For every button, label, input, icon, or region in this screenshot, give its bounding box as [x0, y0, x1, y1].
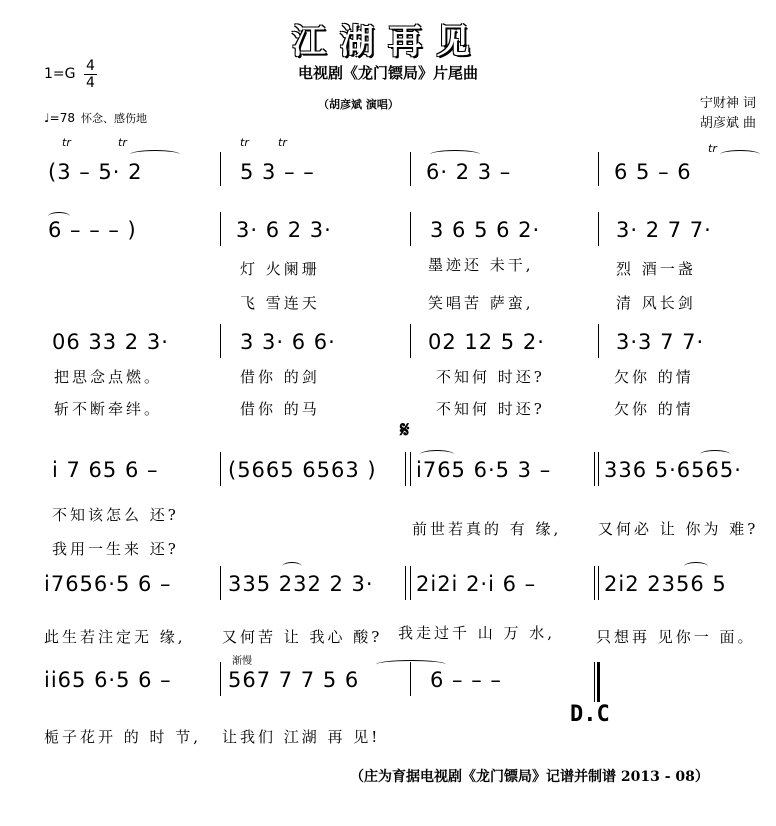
trill-mark: tr — [708, 142, 717, 155]
measure-notes: 6 – – – ) — [48, 218, 137, 242]
measure-notes: 3· 6 2 3· — [236, 218, 332, 242]
measure-notes: 2i2 2356 5 — [604, 572, 727, 596]
lyric-line-1: 又何必 让 你为 难? — [598, 520, 759, 538]
tempo-value: ♩=78 — [44, 111, 75, 125]
measure-notes: 3· 2 7 7· — [616, 218, 712, 242]
barline — [220, 324, 221, 358]
measure-notes: 5 3 – – — [240, 160, 315, 184]
lyric-line-1: 又何苦 让 我心 酸? — [222, 628, 383, 646]
measure-notes: 06 33 2 3· — [52, 330, 169, 354]
barline — [598, 212, 599, 246]
mood-text: 怀念、感伤地 — [80, 112, 147, 125]
lyric-line-2: 借你 的马 — [240, 400, 320, 418]
measure-notes: (5665 6563 ) — [228, 458, 377, 482]
tie-arc — [420, 450, 454, 459]
lyric-line-1: 不知该怎么 还? — [52, 506, 179, 524]
tie-arc — [700, 450, 730, 459]
measure-notes: 3 6 5 6 2· — [430, 218, 541, 242]
lyric-line-1: 此生若注定无 缘, — [44, 628, 186, 646]
measure-notes: 3·3 7 7· — [616, 330, 705, 354]
time-denominator: 4 — [86, 75, 95, 91]
measure-notes: 335 232 2 3· — [228, 572, 374, 596]
measure-notes: 6· 2 3 – — [426, 160, 512, 184]
measure-notes: (3 – 5· 2 — [48, 160, 143, 184]
barline — [220, 662, 221, 696]
lyric-line-1: 借你 的剑 — [240, 368, 320, 386]
composer-credit: 胡彦斌 曲 — [699, 116, 756, 131]
barline — [220, 566, 221, 600]
tempo-marking — [44, 110, 147, 126]
trill-mark: tr — [118, 136, 127, 149]
measure-notes: 3 3· 6 6· — [240, 330, 336, 354]
measure-notes: 6 5 – 6 — [614, 160, 692, 184]
barline — [410, 212, 411, 246]
trill-mark: tr — [240, 136, 249, 149]
lyric-line-1: 让我们 江湖 再 见! — [222, 728, 381, 746]
measure-notes: 336 5·6565· — [604, 458, 742, 482]
song-title: 江湖再见 — [292, 22, 484, 62]
lyric-line-1: 我走过千 山 万 水, — [398, 624, 556, 642]
lyric-line-2: 清 风长剑 — [616, 294, 696, 312]
barline — [410, 452, 411, 486]
lyric-line-1: 烈 酒一盏 — [616, 260, 696, 278]
ritardando-mark: 渐慢 — [232, 656, 252, 667]
measure-notes: i765 6·5 3 – — [416, 458, 552, 482]
barline — [405, 566, 406, 600]
barline-final — [597, 662, 600, 702]
barline — [410, 566, 411, 600]
segno-sign: 𝄋 — [400, 418, 410, 443]
tie-arc — [376, 660, 446, 669]
lyric-line-1: 栀子花开 的 时 节, — [44, 728, 202, 746]
lyric-line-1: 墨迹还 未干, — [428, 256, 534, 274]
measure-notes: 02 12 5 2· — [428, 330, 545, 354]
lyric-line-1: 只想再 见你一 面。 — [596, 628, 756, 646]
lyric-line-1: 把思念点燃。 — [54, 368, 163, 386]
barline — [220, 212, 221, 246]
barline — [598, 152, 599, 186]
measure-notes: i 7 65 6 – — [52, 458, 159, 482]
tie-arc — [684, 562, 708, 571]
barline-final — [594, 662, 595, 702]
tie-arc — [282, 562, 302, 571]
tie-arc — [130, 150, 180, 159]
measure-notes: i7656·5 6 – — [44, 572, 172, 596]
measure-notes: ii65 6·5 6 – — [44, 668, 172, 692]
lyric-line-2: 不知何 时还? — [436, 400, 545, 418]
lyric-line-2: 斩不断牵绊。 — [54, 400, 163, 418]
barline — [405, 452, 406, 486]
lyric-line-2: 笑唱苦 萨蛮, — [428, 294, 534, 312]
barline — [220, 452, 221, 486]
barline — [598, 324, 599, 358]
lyric-line-1: 灯 火阑珊 — [240, 260, 320, 278]
lyric-line-2: 欠你 的情 — [614, 400, 694, 418]
trill-mark: tr — [62, 136, 71, 149]
measure-notes: 567 7 7 5 6 — [228, 668, 360, 692]
tie-arc — [720, 150, 760, 159]
lyric-line-2: 我用一生来 还? — [52, 540, 179, 558]
measure-notes: 2i2i 2·i 6 – — [416, 572, 537, 596]
singer-credit: （胡彦斌 演唱） — [318, 98, 399, 111]
trill-mark: tr — [278, 136, 287, 149]
measure-notes: 6 – – – — [430, 668, 502, 692]
tie-arc — [48, 212, 70, 221]
barline — [594, 566, 595, 600]
barline — [594, 452, 595, 486]
key-signature: 1=G — [44, 66, 76, 82]
barline — [220, 152, 221, 186]
footer-note: （庄为育据电视剧《龙门镖局》记谱并制谱 2013 - 08） — [350, 769, 709, 785]
lyric-line-1: 欠你 的情 — [614, 368, 694, 386]
da-capo-mark: D.C — [570, 702, 610, 727]
lyric-line-1: 前世若真的 有 缘, — [412, 520, 562, 538]
lyric-line-1: 不知何 时还? — [436, 368, 545, 386]
lyricist-credit: 宁财神 词 — [699, 96, 756, 111]
song-subtitle: 电视剧《龙门镖局》片尾曲 — [297, 64, 478, 82]
time-numerator: 4 — [86, 58, 95, 74]
barline — [598, 452, 599, 486]
time-signature — [84, 58, 97, 91]
barline — [410, 152, 411, 186]
lyric-line-2: 飞 雪连天 — [240, 294, 320, 312]
barline — [598, 566, 599, 600]
tie-arc — [430, 150, 480, 159]
barline — [410, 324, 411, 358]
